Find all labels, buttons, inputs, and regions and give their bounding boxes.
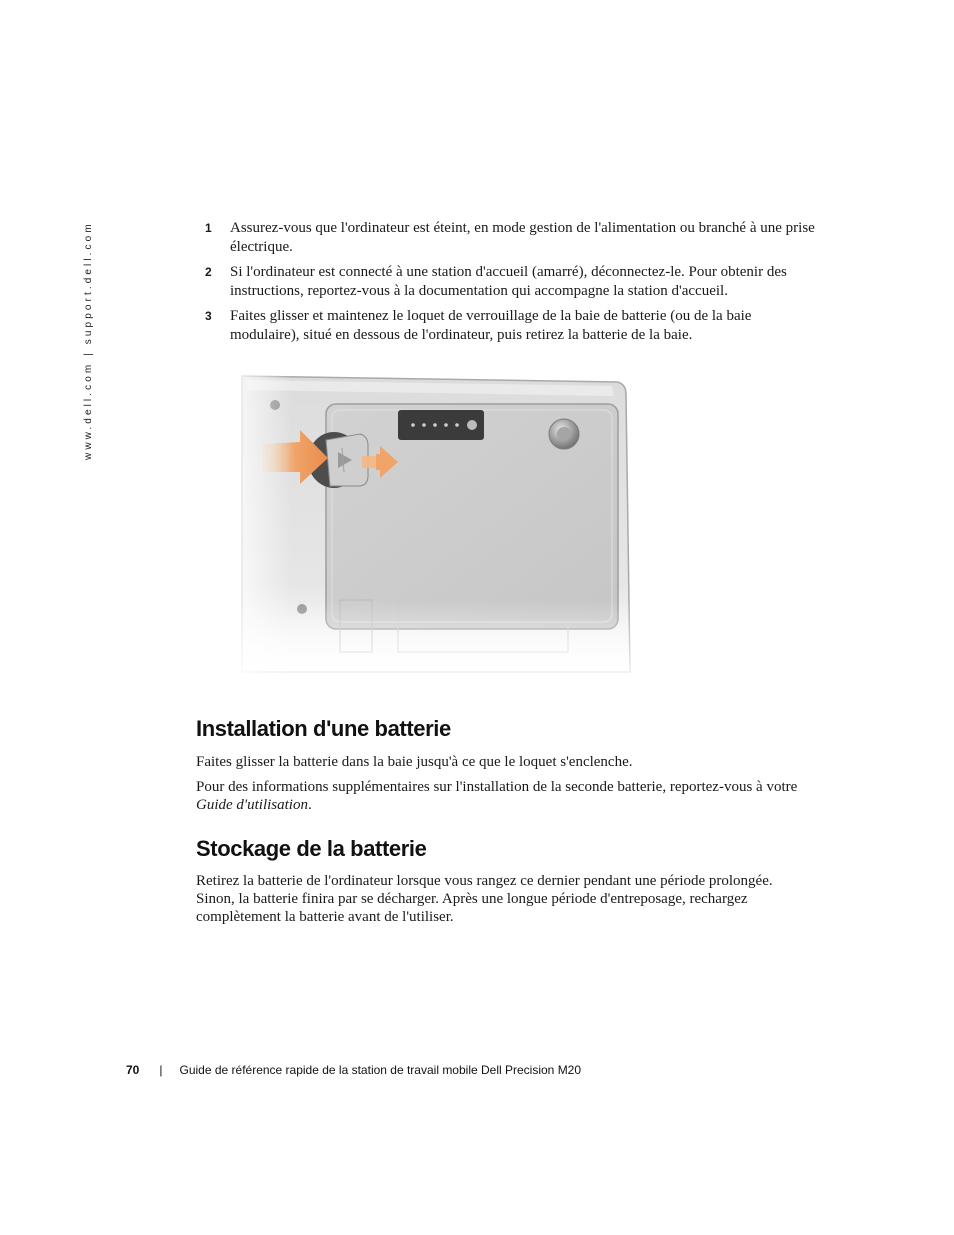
step-item — [205, 307, 820, 345]
section-heading-storage: Stockage de la batterie — [196, 836, 427, 861]
step-number: 3 — [205, 309, 212, 323]
step-number: 2 — [205, 265, 212, 279]
install-paragraph-2-text: Pour des informations supplémentaires sur l'installation de la seconde batterie, reportez-vous à votre — [196, 779, 798, 795]
section-heading-install: Installation d'une batterie — [196, 716, 451, 741]
page-number: 70 — [126, 1063, 140, 1077]
step-text: Assurez-vous que l'ordinateur est éteint, en mode gestion de l'alimentation ou branché à une prise électrique. — [230, 220, 815, 255]
side-url-margin — [83, 222, 97, 460]
laptop-underside-drawing — [222, 372, 642, 690]
step-text: Faites glisser et maintenez le loquet de verrouillage de la baie de batterie (ou de la baie modulaire), situé en dessous de l'ordinateur, puis retirez la batterie de la baie. — [230, 308, 752, 343]
install-paragraph-1: Faites glisser la batterie dans la baie jusqu'à ce que le loquet s'enclenche. — [196, 754, 633, 770]
side-url-text: www.dell.com | support.dell.com — [83, 221, 94, 460]
page-footer — [126, 1063, 581, 1077]
step-text: Si l'ordinateur est connecté à une station d'accueil (amarré), déconnectez-le. Pour obtenir des instructions, reportez-vous à la documentation qui accompagne la station d'accueil. — [230, 264, 787, 299]
step-item — [205, 263, 820, 301]
user-guide-title: Guide d'utilisation — [196, 797, 308, 813]
step-item — [205, 219, 820, 257]
install-paragraph-2 — [196, 778, 806, 814]
step-number: 1 — [205, 221, 212, 235]
storage-paragraph: Retirez la batterie de l'ordinateur lorsque vous rangez ce dernier pendant une période prolongée. Sinon, la batterie finira par se décharger. Après une longue période d'entreposage, rechargez complètement la batterie avant de l'utiliser. — [196, 873, 773, 925]
battery-removal-illustration — [222, 372, 642, 690]
install-paragraph-2-end: . — [307, 797, 312, 813]
steps-list — [205, 219, 820, 351]
footer-title: Guide de référence rapide de la station de travail mobile Dell Precision M20 — [179, 1063, 582, 1077]
footer-separator: | — [159, 1063, 163, 1077]
